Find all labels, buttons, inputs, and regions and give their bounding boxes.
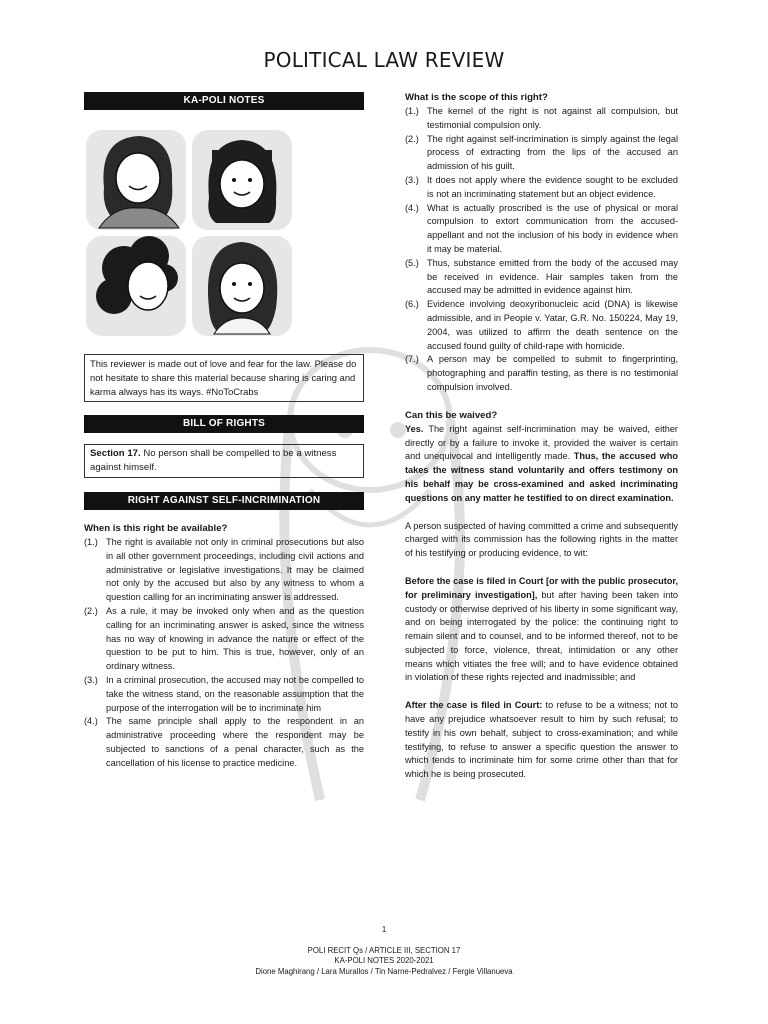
list-item [84, 715, 364, 770]
intro-note-box: This reviewer is made out of love and fear for the law. Please do not hesitate to share this material because sharing is caring and karma always has its ways. #NoToCrabs [84, 354, 364, 402]
waive-yes: Yes. [405, 423, 424, 434]
page-title: POLITICAL LAW REVIEW [263, 48, 505, 72]
list-item [405, 257, 678, 298]
list-item [405, 105, 678, 133]
list-item-number: (2.) [84, 605, 98, 616]
right-column [405, 92, 678, 782]
waive-paragraph [405, 423, 678, 506]
list-item-text: What is actually proscribed is the use of physical or moral compulsion to extort communication from the accused-appellant and not the inclusion of his body in evidence when it may be material. [427, 202, 678, 254]
list-item-text: The kernel of the right is not against all compulsion, but testimonial compulsion only. [427, 106, 678, 130]
before-case-text: but after having been taken into custody or otherwise deprived of his liberty in some significant way, and on being interrogated by the police: the continuing right to remain silent and to counsel, and to be informed thereof, not to be subjected to force, violence, threat, intimidation or any other means which vitiates the free will; and to have evidence obtained in violation of these rights rejected and inadmissible; and [405, 589, 678, 683]
scope-list [405, 105, 678, 395]
page-footer [0, 925, 768, 977]
list-item-number: (3.) [84, 674, 98, 685]
list-item-text: It does not apply where the evidence sought to be excluded is not an incriminating statement but an object evidence. [427, 174, 678, 199]
list-item [405, 174, 678, 202]
suspect-paragraph: A person suspected of having committed a crime and subsequently charged with its commission has the following rights in the matter of his testifying or producing evidence, to wit: [405, 520, 678, 559]
list-item [405, 133, 678, 174]
list-item-number: (4.) [84, 716, 98, 727]
available-list [84, 536, 364, 771]
list-item [84, 536, 364, 605]
list-item-text: As a rule, it may be invoked only when and as the question calling for an incriminating answer is asked, since the witness has no way of knowing in advance the nature or effect of the question to be put to him. This is true, however, only of an ordinary witness. [106, 605, 364, 672]
section-label: Section 17. [90, 448, 141, 459]
footer-line-2: KA-POLI NOTES 2020-2021 [334, 956, 434, 965]
list-item-text: The right is available not only in criminal prosecutions but also in all other government proceedings, including civil actions and administrative or legislative investigations. It may be claimed not only by the accused but also by any witness to whom a question calling for an incriminating answer is addressed. [106, 537, 364, 603]
list-item-text: A person may be compelled to submit to fingerprinting, photographing and paraffin testing, as there is no testimonial compulsion involved. [427, 354, 678, 392]
self-incrimination-header: RIGHT AGAINST SELF-INCRIMINATION [84, 492, 364, 510]
bill-of-rights-header: BILL OF RIGHTS [84, 415, 364, 433]
section-17-box [84, 444, 364, 478]
footer-line-1: POLI RECIT Qs / ARTICLE III, SECTION 17 [307, 945, 461, 955]
footer-authors: Dione Maghirang / Lara Murallos / Tin Narne-Pedralvez / Fergie Villanueva [255, 966, 513, 976]
section-text: No person shall be compelled to be a witness against himself. [90, 448, 337, 473]
waive-bold-text: Thus, the accused who takes the witness stand voluntarily and offers testimony on his behalf may be cross-examined and asked incriminating questions on any matter he testified to on direct examination. [405, 451, 678, 503]
list-item-number: (1.) [84, 537, 98, 547]
list-item-number: (1.) [405, 106, 419, 116]
list-item [84, 605, 364, 674]
kapoli-notes-header: KA-POLI NOTES [84, 92, 364, 110]
left-column [84, 92, 364, 771]
scope-question: What is the scope of this right? [405, 92, 548, 103]
after-case-bold: After the case is filed in Court: [405, 700, 543, 711]
list-item-number: (4.) [405, 202, 419, 213]
before-case-bold: Before the case is filed in Court [or with the public prosecutor, for preliminary investigation], [405, 575, 678, 600]
list-item-number: (5.) [405, 257, 419, 268]
available-question: When is this right be available? [84, 523, 228, 534]
waive-text: The right against self-incrimination may be waived, either directly or by a failure to invoke it, provided the waiver is certain and unequivocal and intelligently made. [405, 423, 678, 462]
list-item [405, 202, 678, 257]
list-item-text: Thus, substance emitted from the body of the accused may be received in evidence. Hair samples taken from the accused may be admitted in evidence against him. [427, 257, 678, 296]
list-item-text: In a criminal prosecution, the accused may not be compelled to take the witness stand, on the reasonable assumption that the purpose of the interrogation will be to incriminate him [106, 674, 364, 713]
after-case-text: to refuse to be a witness; not to have any prejudice whatsoever result to him by such refusal; to testify in his own behalf, subject to cross-examination; and while testifying, to refuse to answer a specific question the answer to which tends to incriminate him for some crime other than that for which he is being prosecuted. [405, 700, 678, 780]
list-item-text: The right against self-incrimination is simply against the legal process of extracting from the lips of the accused an admission of his guilt. [427, 133, 678, 172]
list-item-text: The same principle shall apply to the respondent in an administrative proceeding where the respondent may be subjected to sanctions of a penal character, such as the cancellation of his license to practice medicine. [106, 716, 364, 768]
list-item [405, 298, 678, 353]
list-item [84, 674, 364, 715]
page-number: 1 [381, 925, 387, 934]
illustration-four-women [84, 128, 294, 338]
waive-question: Can this be waived? [405, 409, 498, 421]
list-item-number: (6.) [405, 299, 419, 310]
list-item-number: (2.) [405, 133, 419, 144]
list-item [405, 353, 678, 394]
list-item-text: Evidence involving deoxyribonucleic acid (DNA) is likewise admissible, and in People v. Yatar, G.R. No. 150224, May 19, 2004, was utilized to affirm the death sentence on the accused found guilty of child-rape with homicide. [427, 299, 678, 351]
list-item-number: (7.) [405, 354, 419, 365]
before-case-paragraph [405, 575, 678, 685]
list-item-number: (3.) [405, 174, 419, 185]
after-case-paragraph [405, 699, 678, 782]
